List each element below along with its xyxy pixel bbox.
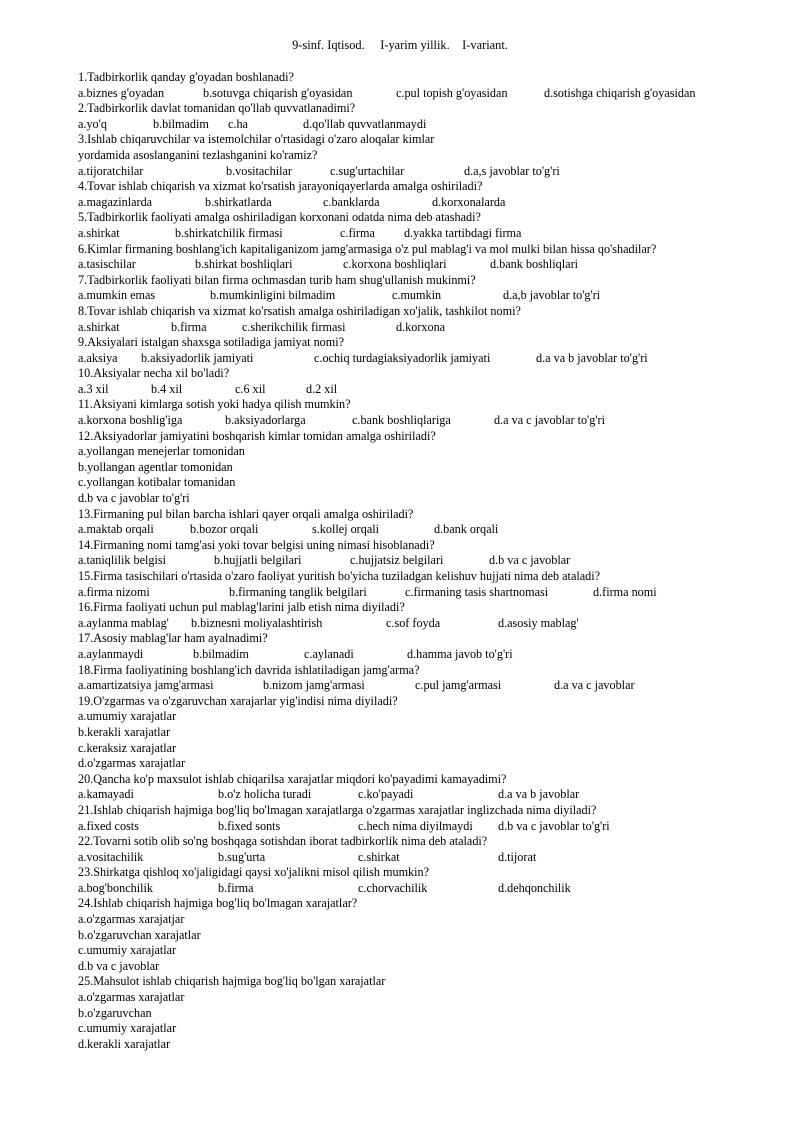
text-line: d.kerakli xarajatlar (78, 1036, 171, 1051)
answer-option: c.banklarda (323, 194, 380, 209)
text-line: 18.Firma faoliyatining boshlang'ich davrida ishlatiladigan jamg'arma? (78, 662, 420, 677)
answer-option: b.firma (171, 319, 207, 334)
text-line: c.umumiy xarajatlar (78, 1021, 177, 1036)
answer-options-row (78, 819, 758, 835)
answer-options-row (78, 382, 758, 398)
text-line: a.umumiy xarajatlar (78, 709, 177, 724)
answer-option: a.maktab orqali (78, 522, 154, 537)
answer-options-row (78, 86, 758, 102)
answer-option: b.aksiyadorlarga (225, 413, 306, 428)
answer-option: a.firma nizomi (78, 584, 150, 599)
answer-option: d.sotishga chiqarish g'oyasidan (544, 85, 696, 100)
text-line: b.o'zgaruvchan (78, 1005, 152, 1020)
question-list (78, 70, 758, 1052)
answer-options-row (78, 678, 758, 694)
answer-option: a.shirkat (78, 319, 120, 334)
text-line: d.o'zgarmas xarajatlar (78, 756, 186, 771)
answer-option: d.a va b javoblar (498, 787, 580, 802)
answer-option: a.biznes g'oyadan (78, 85, 165, 100)
answer-option: d.a,s javoblar to'g'ri (464, 163, 560, 178)
text-line: a.yollangan menejerlar tomonidan (78, 444, 245, 459)
answer-option: c.mumkin (392, 288, 442, 303)
answer-option: c.shirkat (358, 849, 400, 864)
text-line: 25.Mahsulot ishlab chiqarish hajmiga bog'liq bo'lgan xarajatlar (78, 974, 386, 989)
answer-option: b.sotuvga chiqarish g'oyasidan (203, 85, 353, 100)
answer-option: b.aksiyadorlik jamiyati (141, 350, 254, 365)
answer-option: a.tijoratchilar (78, 163, 144, 178)
text-line: b.o'zgaruvchan xarajatlar (78, 927, 201, 942)
answer-option: c.pul topish g'oyasidan (396, 85, 508, 100)
answer-option: b.nizom jamg'armasi (263, 678, 365, 693)
text-line: 24.Ishlab chiqarish hajmiga bog'liq bo'lmagan xarajatlar? (78, 896, 358, 911)
answer-option: d.hamma javob to'g'ri (407, 646, 513, 661)
answer-option: d.asosiy mablag' (498, 615, 579, 630)
text-line: yordamida asoslanganini tezlashganini ko'ramiz? (78, 147, 318, 162)
text-line: 14.Firmaning nomi tamg'asi yoki tovar belgisi uning nimasi hisoblanadi? (78, 537, 435, 552)
answer-options-row (78, 553, 758, 569)
answer-option: a.aylanma mablag' (78, 615, 169, 630)
text-line: 17.Asosiy mablag'lar ham ayalnadimi? (78, 631, 268, 646)
answer-option: c.korxona boshliqlari (343, 257, 447, 272)
answer-option: c.6 xil (235, 381, 266, 396)
answer-option: a.bog'bonchilik (78, 880, 153, 895)
answer-option: a.taniqlilik belgisi (78, 553, 167, 568)
answer-options-row (78, 257, 758, 273)
answer-options-row (78, 195, 758, 211)
answer-option: b.o'z holicha turadi (218, 787, 312, 802)
answer-option: d.a va c javoblar (554, 678, 635, 693)
text-line: 19.O'zgarmas va o'zgaruvchan xarajarlar yig'indisi nima diyiladi? (78, 693, 398, 708)
answer-options-row (78, 351, 758, 367)
text-line: 16.Firma faoliyati uchun pul mablag'larini jalb etish nima diyiladi? (78, 600, 405, 615)
text-line: 22.Tovarni sotib olib so'ng boshqaga sotishdan iborat tadbirkorlik nima deb ataladi? (78, 834, 488, 849)
answer-option: d.a va b javoblar to'g'ri (536, 350, 648, 365)
text-line: 10.Aksiyalar necha xil bo'ladi? (78, 366, 230, 381)
answer-option: c.pul jamg'armasi (415, 678, 502, 693)
answer-option: d.a,b javoblar to'g'ri (503, 288, 601, 303)
text-line: b.kerakli xarajatlar (78, 724, 171, 739)
text-line: 5.Tadbirkorlik faoliyati amalga oshiriladigan korxonani odatda nima deb atashadi? (78, 210, 481, 225)
text-line: 12.Aksiyadorlar jamiyatini boshqarish kimlar tomidan amalga oshiriladi? (78, 428, 436, 443)
text-line: 7.Tadbirkorlik faoliyati bilan firma ochmasdan turib ham shug'ullanish mukinmi? (78, 272, 476, 287)
answer-option: c.sherikchilik firmasi (242, 319, 346, 334)
answer-option: c.ko'payadi (358, 787, 414, 802)
text-line: d.b va c javoblar (78, 958, 160, 973)
answer-option: s.kollej orqali (312, 522, 380, 537)
text-line: c.umumiy xarajatlar (78, 943, 177, 958)
answer-option: d.firma nomi (593, 584, 657, 599)
answer-option: c.hech nima diyilmaydi (358, 818, 473, 833)
text-line: 8.Tovar ishlab chiqarish va xizmat ko'rsatish amalga oshiriladigan xo'jalik, tashkilot nomi? (78, 303, 521, 318)
answer-option: c.sug'urtachilar (330, 163, 405, 178)
answer-options-row (78, 881, 758, 897)
text-line: 23.Shirkatga qishloq xo'jaligidagi qaysi xo'jalikni misol qilish mumkin? (78, 865, 430, 880)
answer-option: c.firmaning tasis shartnomasi (405, 584, 549, 599)
answer-option: a.aylanmaydi (78, 646, 144, 661)
answer-options-row (78, 616, 758, 632)
answer-option: d.dehqonchilik (498, 880, 571, 895)
page-title: 9-sinf. Iqtisod. I-yarim yillik. I-variant. (292, 38, 508, 52)
text-line: 1.Tadbirkorlik qanday g'oyadan boshlanadi? (78, 70, 294, 84)
answer-option: b.hujjatli belgilari (214, 553, 302, 568)
answer-option: a.korxona boshlig'iga (78, 413, 183, 428)
answer-option: b.fixed sonts (218, 818, 281, 833)
answer-option: d.b va c javoblar (489, 553, 571, 568)
answer-option: b.shirkat boshliqlari (195, 257, 293, 272)
text-line: a.o'zgarmas xarajatjar (78, 912, 185, 927)
answer-options-row (78, 850, 758, 866)
answer-options-row (78, 647, 758, 663)
answer-option: a.tasischilar (78, 257, 136, 272)
text-line: 20.Qancha ko'p maxsulot ishlab chiqarilsa xarajatlar miqdori ko'payadimi kamayadimi? (78, 771, 507, 786)
answer-option: c.hujjatsiz belgilari (350, 553, 444, 568)
text-line: d.b va c javoblar to'g'ri (78, 491, 190, 506)
answer-options-row (78, 522, 758, 538)
answer-option: b.bilmadim (193, 646, 249, 661)
answer-option: c.ochiq turdagiaksiyadorlik jamiyati (314, 350, 491, 365)
text-line: 3.Ishlab chiqaruvchilar va istemolchilar o'rtasidagi o'zaro aloqalar kimlar (78, 132, 435, 147)
answer-option: c.ha (228, 116, 248, 131)
answer-options-row (78, 585, 758, 601)
text-line: 13.Firmaning pul bilan barcha ishlari qayer orqali amalga oshiriladi? (78, 506, 414, 521)
answer-option: d.yakka tartibdagi firma (404, 225, 522, 240)
answer-option: d.qo'llab quvvatlanmaydi (303, 116, 427, 131)
answer-option: a.yo'q (78, 116, 107, 131)
text-line: 4.Tovar ishlab chiqarish va xizmat ko'rsatish jarayoniqayerlarda amalga oshiriladi? (78, 179, 483, 194)
answer-option: b.vositachilar (226, 163, 292, 178)
text-line: 6.Kimlar firmaning boshlang'ich kapitaliganizom jamg'armasiga o'z pul mablag'i va mol mulki bilan hissa qo'shadilar? (78, 241, 657, 256)
answer-option: b.shirkatlarda (205, 194, 272, 209)
answer-option: d.tijorat (498, 849, 537, 864)
answer-option: d.2 xil (306, 381, 338, 396)
answer-option: a.aksiya (78, 350, 118, 365)
text-line: b.yollangan agentlar tomonidan (78, 459, 233, 474)
answer-options-row (78, 787, 758, 803)
answer-option: d.b va c javoblar to'g'ri (498, 818, 610, 833)
text-line: 2.Tadbirkorlik davlat tomanidan qo'llab quvvatlanadimi? (78, 101, 356, 116)
text-line: 21.Ishlab chiqarish hajmiga bog'liq bo'lmagan xarajatlarga o'zgarmas xarajatlar inglizchada nima diyiladi? (78, 802, 597, 817)
answer-option: d.bank boshliqlari (490, 257, 579, 272)
text-line: a.o'zgarmas xarajatlar (78, 990, 185, 1005)
text-line: c.yollangan kotibalar tomanidan (78, 475, 236, 490)
answer-option: a.mumkin emas (78, 288, 156, 303)
answer-option: d.a va c javoblar to'g'ri (494, 413, 605, 428)
answer-options-row (78, 117, 758, 133)
answer-option: c.firma (340, 225, 375, 240)
answer-options-row (78, 413, 758, 429)
answer-options-row (78, 226, 758, 242)
answer-option: a.amartizatsiya jamg'armasi (78, 678, 214, 693)
answer-option: a.fixed costs (78, 818, 139, 833)
text-line: 9.Aksiyalari istalgan shaxsga sotiladiga jamiyat nomi? (78, 335, 345, 350)
answer-option: b.firmaning tanglik belgilari (229, 584, 367, 599)
answer-options-row (78, 164, 758, 180)
answer-option: b.biznesni moliyalashtirish (191, 615, 323, 630)
answer-option: c.sof foyda (386, 615, 441, 630)
answer-options-row (78, 320, 758, 336)
answer-option: d.korxonalarda (432, 194, 506, 209)
text-line: c.keraksiz xarajatlar (78, 740, 177, 755)
answer-option: b.firma (218, 880, 254, 895)
answer-option: a.shirkat (78, 225, 120, 240)
answer-option: d.bank orqali (434, 522, 499, 537)
answer-option: a.magazinlarda (78, 194, 153, 209)
text-line: 15.Firma tasischilari o'rtasida o'zaro faoliyat yuritish bo'yicha tuziladgan kelishuv hujjati nima deb ataladi? (78, 569, 601, 583)
text-line: 11.Aksiyani kimlarga sotish yoki hadya qilish mumkin? (78, 397, 351, 412)
answer-option: c.bank boshliqlariga (352, 413, 451, 428)
answer-option: b.sug'urta (218, 849, 266, 864)
answer-option: a.kamayadi (78, 787, 134, 802)
answer-option: a.vositachilik (78, 849, 144, 864)
answer-option: b.shirkatchilik firmasi (175, 225, 283, 240)
answer-option: b.bilmadim (153, 116, 209, 131)
answer-option: b.mumkinligini bilmadim (210, 288, 336, 303)
answer-option: d.korxona (396, 319, 446, 334)
answer-option: c.chorvachilik (358, 880, 428, 895)
answer-option: b.4 xil (151, 381, 183, 396)
answer-option: c.aylanadi (304, 646, 354, 661)
answer-options-row (78, 288, 758, 304)
answer-option: b.bozor orqali (190, 522, 259, 537)
answer-option: a.3 xil (78, 381, 109, 396)
